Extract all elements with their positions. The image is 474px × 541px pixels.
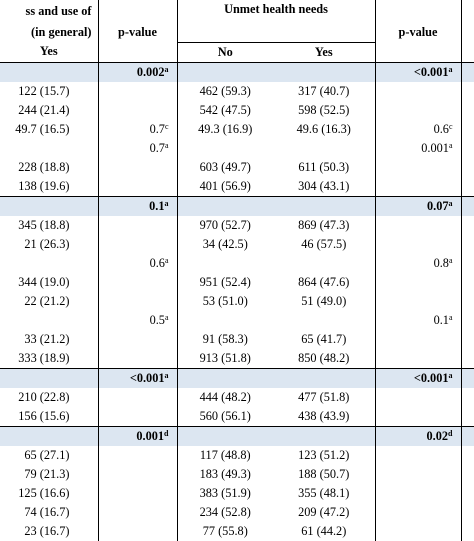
p-value-left-cell [98, 426, 177, 446]
p-value-left-cell [98, 273, 177, 292]
edge-cell [461, 484, 474, 503]
table-row [0, 311, 474, 330]
unmet-no-cell-text: 913 (51.8) [199, 350, 251, 365]
p-value-left-cell [98, 292, 177, 311]
p-value-right-cell [375, 330, 461, 349]
edge-cell [461, 465, 474, 484]
p-value-right-cell-text: 0.1 [433, 312, 449, 327]
table-row [0, 407, 474, 427]
table-row [0, 158, 474, 177]
table-row [0, 446, 474, 465]
unmet-no-cell [177, 407, 273, 427]
unmet-no-cell-text: 444 (48.2) [199, 389, 251, 404]
table-row [0, 216, 474, 235]
unmet-no-cell [177, 446, 273, 465]
unmet-yes-cell [273, 82, 375, 101]
p-value-right-cell [375, 101, 461, 120]
unmet-no-cell-text: 951 (52.4) [199, 274, 251, 289]
edge-cell [461, 196, 474, 216]
p-value-right-cell [375, 368, 461, 388]
p-value-left-cell [98, 388, 177, 407]
access-yes-cell-text: 156 (15.6) [18, 408, 70, 423]
p-value-right-cell [375, 503, 461, 522]
p-value-right-cell [375, 139, 461, 158]
table-row [0, 82, 474, 101]
unmet-yes-cell-text: 188 (50.7) [298, 466, 350, 481]
edge-cell [461, 62, 474, 82]
p-value-left-cell-text: 0.6 [149, 255, 165, 270]
p-value-left-cell-text: 0.7 [149, 140, 165, 155]
access-yes-cell [0, 522, 98, 541]
p-value-left-cell [98, 465, 177, 484]
table-row [0, 196, 474, 216]
edge-cell [461, 503, 474, 522]
footnote-marker: c [448, 121, 453, 131]
p-value-left-cell [98, 311, 177, 330]
access-header-line1: ss and use of [0, 0, 98, 22]
footnote-marker: a [164, 140, 169, 150]
p-value-right-cell [375, 522, 461, 541]
footnote-marker: a [448, 198, 453, 208]
footnote-marker: a [448, 140, 453, 150]
p-value-right-cell [375, 388, 461, 407]
edge-cell [461, 407, 474, 427]
unmet-yes-cell-text: 355 (48.1) [298, 485, 350, 500]
unmet-no-cell [177, 388, 273, 407]
access-yes-cell-text: 122 (15.7) [18, 83, 70, 98]
p-value-left-cell-text: <0.001 [129, 370, 165, 385]
table-row [0, 120, 474, 139]
unmet-no-cell [177, 292, 273, 311]
access-yes-cell-text: 74 (16.7) [24, 504, 70, 519]
edge-cell [461, 311, 474, 330]
p-value-left-cell [98, 349, 177, 369]
p-value-right-label: p-value [398, 25, 438, 39]
unmet-no-cell [177, 465, 273, 484]
unmet-yes-cell-text: 864 (47.6) [298, 274, 350, 289]
unmet-yes-cell [273, 120, 375, 139]
p-value-right-cell-text: 0.6 [433, 121, 449, 136]
unmet-yes-cell [273, 254, 375, 273]
unmet-no-cell [177, 158, 273, 177]
p-value-right-cell [375, 177, 461, 197]
p-value-left-cell [98, 330, 177, 349]
p-value-right-cell [375, 120, 461, 139]
edge-cell [461, 0, 474, 22]
edge-cell [461, 101, 474, 120]
access-yes-cell-text: 244 (21.4) [18, 102, 70, 117]
table-row [0, 388, 474, 407]
access-yes-cell-text: 21 (26.3) [24, 236, 70, 251]
edge-cell [461, 426, 474, 446]
p-value-right-cell [375, 465, 461, 484]
access-yes-cell [0, 330, 98, 349]
access-yes-cell-text: 79 (21.3) [24, 466, 70, 481]
unmet-no-cell [177, 426, 273, 446]
unmet-no-cell-text: 970 (52.7) [199, 217, 251, 232]
table-row [0, 330, 474, 349]
table-row [0, 273, 474, 292]
unmet-yes-cell [273, 522, 375, 541]
edge-cell [461, 235, 474, 254]
access-yes-cell-text: 138 (19.6) [18, 178, 70, 193]
unmet-no-cell-text: 34 (42.5) [202, 236, 248, 251]
p-value-right-cell [375, 196, 461, 216]
access-yes-cell [0, 426, 98, 446]
access-yes-cell-text: 33 (21.2) [24, 331, 70, 346]
p-value-right-cell [375, 62, 461, 82]
unmet-no-cell [177, 139, 273, 158]
p-value-left-cell-text: 0.5 [149, 312, 165, 327]
p-value-left-cell [98, 82, 177, 101]
unmet-no-cell-text: 183 (49.3) [199, 466, 251, 481]
unmet-yes-cell-text: 46 (57.5) [301, 236, 347, 251]
access-yes-cell-text: 333 (18.9) [18, 350, 70, 365]
table-row [0, 235, 474, 254]
p-value-left-cell-text: 0.001 [136, 428, 165, 443]
unmet-yes-cell-text: 304 (43.1) [298, 178, 350, 193]
edge-cell [461, 177, 474, 197]
unmet-yes-cell-text: 49.6 (16.3) [296, 121, 351, 136]
access-yes-cell [0, 82, 98, 101]
edge-cell [461, 120, 474, 139]
p-value-right-cell-text: 0.8 [433, 255, 449, 270]
p-value-left-cell [98, 120, 177, 139]
p-value-right-cell [375, 235, 461, 254]
unmet-yes-cell-text: 317 (40.7) [298, 83, 350, 98]
unmet-no-cell-text: 53 (51.0) [202, 293, 248, 308]
p-value-right-cell [375, 158, 461, 177]
header-spacer-4 [375, 42, 461, 62]
unmet-yes-cell-text: 611 (50.3) [298, 159, 350, 174]
unmet-yes-cell-text: 438 (43.9) [298, 408, 350, 423]
access-yes-cell [0, 407, 98, 427]
unmet-yes-cell [273, 388, 375, 407]
unmet-yes-cell [273, 484, 375, 503]
unmet-no-cell [177, 349, 273, 369]
p-value-right-cell [375, 254, 461, 273]
table-row [0, 292, 474, 311]
p-value-left-cell-text: 0.7 [149, 121, 165, 136]
access-yes-cell-text: 125 (16.6) [18, 485, 70, 500]
access-yes-cell [0, 465, 98, 484]
p-value-right-cell [375, 216, 461, 235]
unmet-yes-cell-text: 598 (52.5) [298, 102, 350, 117]
unmet-no-cell-text: 49.3 (16.9) [198, 121, 253, 136]
unmet-no-cell-text: 603 (49.7) [199, 159, 251, 174]
unmet-yes-cell [273, 216, 375, 235]
unmet-yes-cell [273, 407, 375, 427]
p-value-right-cell-text: <0.001 [413, 370, 449, 385]
footnote-marker: a [448, 312, 453, 322]
unmet-yes-cell-text: 209 (47.2) [298, 504, 350, 519]
unmet-yes-cell [273, 368, 375, 388]
table-row [0, 484, 474, 503]
unmet-yes-cell-text: 65 (41.7) [301, 331, 347, 346]
edge-cell [461, 368, 474, 388]
p-value-left-cell [98, 235, 177, 254]
edge-cell [461, 446, 474, 465]
footnote-marker: a [448, 370, 453, 380]
access-yes-cell [0, 388, 98, 407]
footnote-marker: a [448, 255, 453, 265]
access-yes-cell [0, 503, 98, 522]
unmet-yes-cell [273, 311, 375, 330]
p-value-left-cell [98, 177, 177, 197]
p-value-left-cell [98, 196, 177, 216]
access-yes-cell [0, 158, 98, 177]
access-yes-cell-text: 23 (16.7) [24, 523, 70, 538]
footnote-marker: a [164, 64, 169, 74]
p-value-right-cell-text: 0.07 [426, 198, 449, 213]
table-row [0, 177, 474, 197]
unmet-no-cell [177, 484, 273, 503]
footnote-marker: d [448, 428, 453, 438]
p-value-right-cell [375, 311, 461, 330]
p-value-left-cell [98, 446, 177, 465]
unmet-yes-cell [273, 292, 375, 311]
unmet-yes-cell-text: 123 (51.2) [298, 447, 350, 462]
unmet-yes-cell [273, 101, 375, 120]
table-row [0, 62, 474, 82]
unmet-yes-cell [273, 446, 375, 465]
access-yes-cell [0, 196, 98, 216]
edge-cell [461, 158, 474, 177]
unmet-no-cell [177, 216, 273, 235]
unmet-no-cell [177, 254, 273, 273]
unmet-no-cell [177, 196, 273, 216]
p-value-left-cell [98, 368, 177, 388]
edge-cell [461, 388, 474, 407]
table-row [0, 254, 474, 273]
unmet-no-cell-text: 91 (58.3) [202, 331, 248, 346]
p-value-right-cell [375, 273, 461, 292]
unmet-no-cell [177, 522, 273, 541]
unmet-yes-cell [273, 235, 375, 254]
header-spacer-3 [98, 42, 177, 62]
footnote-marker: a [164, 255, 169, 265]
unmet-no-cell [177, 368, 273, 388]
p-value-right-cell-text: 0.001 [421, 140, 449, 155]
p-value-left-cell [98, 139, 177, 158]
unmet-no-cell [177, 62, 273, 82]
edge-cell [461, 273, 474, 292]
access-yes-cell [0, 120, 98, 139]
unmet-no-cell [177, 120, 273, 139]
access-yes-cell-text: 49.7 (16.5) [15, 121, 70, 136]
unmet-no-cell [177, 82, 273, 101]
header-spacer-2 [273, 22, 375, 42]
access-yes-cell-text: 65 (27.1) [24, 447, 70, 462]
footnote-marker: a [164, 370, 169, 380]
table-row [0, 349, 474, 369]
unmet-yes-cell [273, 139, 375, 158]
p-value-left-cell [98, 62, 177, 82]
footnote-marker: c [164, 121, 169, 131]
access-yes-cell [0, 62, 98, 82]
access-yes-cell [0, 484, 98, 503]
unmet-yes-cell [273, 196, 375, 216]
unmet-yes-cell [273, 349, 375, 369]
unmet-no-cell-text: 117 (48.8) [199, 447, 251, 462]
unmet-no-cell-text: 401 (56.9) [199, 178, 251, 193]
p-value-left-cell [98, 522, 177, 541]
edge-cell [461, 22, 474, 42]
p-value-right-header [375, 0, 461, 42]
p-value-left-cell [98, 254, 177, 273]
footnote-marker: a [164, 198, 169, 208]
edge-cell [461, 82, 474, 101]
unmet-yes-cell-text: 850 (48.2) [298, 350, 350, 365]
unmet-yes-cell [273, 503, 375, 522]
access-yes-cell-text: 228 (18.8) [18, 159, 70, 174]
no-header: No [177, 42, 273, 62]
table-row [0, 503, 474, 522]
unmet-no-cell-text: 542 (47.5) [199, 102, 251, 117]
p-value-right-cell [375, 407, 461, 427]
edge-cell [461, 522, 474, 541]
footnote-marker: a [448, 64, 453, 74]
unmet-no-cell-text: 560 (56.1) [199, 408, 251, 423]
access-yes-cell [0, 216, 98, 235]
yes-right-header: Yes [273, 42, 375, 62]
p-value-left-cell [98, 503, 177, 522]
access-yes-cell [0, 273, 98, 292]
p-value-left-cell [98, 216, 177, 235]
access-yes-cell [0, 139, 98, 158]
footnote-marker: d [164, 428, 169, 438]
p-value-right-cell [375, 484, 461, 503]
access-yes-cell-text: 22 (21.2) [24, 293, 70, 308]
unmet-yes-cell [273, 426, 375, 446]
table-row [0, 101, 474, 120]
edge-cell [461, 216, 474, 235]
unmet-yes-cell-text: 869 (47.3) [298, 217, 350, 232]
p-value-right-cell [375, 426, 461, 446]
unmet-yes-cell-text: 477 (51.8) [298, 389, 350, 404]
p-value-left-label: p-value [118, 25, 157, 39]
table-row [0, 368, 474, 388]
access-yes-cell-text: 345 (18.8) [18, 217, 70, 232]
p-value-left-cell [98, 101, 177, 120]
footnote-marker: a [164, 312, 169, 322]
table-row [0, 522, 474, 541]
access-yes-cell [0, 368, 98, 388]
unmet-no-cell [177, 311, 273, 330]
edge-cell [461, 139, 474, 158]
table-row [0, 465, 474, 484]
table-row [0, 139, 474, 158]
unmet-no-cell-text: 462 (59.3) [199, 83, 251, 98]
unmet-yes-cell [273, 62, 375, 82]
edge-cell [461, 292, 474, 311]
p-value-left-cell [98, 484, 177, 503]
unmet-yes-cell-text: 61 (44.2) [301, 523, 347, 538]
p-value-left-cell [98, 407, 177, 427]
p-value-right-cell [375, 349, 461, 369]
access-header-line2: (in general) [0, 22, 98, 42]
unmet-no-cell [177, 330, 273, 349]
p-value-left-header [98, 0, 177, 42]
access-yes-cell [0, 292, 98, 311]
access-yes-cell [0, 349, 98, 369]
unmet-yes-cell [273, 330, 375, 349]
unmet-needs-header: Unmet health needs [177, 0, 375, 22]
p-value-right-cell-text: 0.02 [426, 428, 449, 443]
edge-cell [461, 330, 474, 349]
edge-cell [461, 254, 474, 273]
unmet-no-cell [177, 503, 273, 522]
unmet-no-cell [177, 235, 273, 254]
p-value-right-cell [375, 292, 461, 311]
access-yes-cell [0, 254, 98, 273]
unmet-yes-cell [273, 465, 375, 484]
p-value-left-cell [98, 158, 177, 177]
unmet-no-cell [177, 273, 273, 292]
p-value-right-cell-text: <0.001 [413, 64, 449, 79]
access-yes-cell [0, 311, 98, 330]
access-yes-cell [0, 235, 98, 254]
table-header [0, 0, 474, 62]
table-row [0, 426, 474, 446]
p-value-right-cell [375, 446, 461, 465]
unmet-yes-cell [273, 273, 375, 292]
edge-cell [461, 349, 474, 369]
access-yes-cell-text: 210 (22.8) [18, 389, 70, 404]
unmet-no-cell-text: 234 (52.8) [199, 504, 251, 519]
access-yes-cell [0, 446, 98, 465]
header-spacer [177, 22, 273, 42]
unmet-yes-cell-text: 51 (49.0) [301, 293, 347, 308]
access-yes-cell [0, 177, 98, 197]
p-value-right-cell [375, 82, 461, 101]
p-value-left-cell-text: 0.002 [136, 64, 165, 79]
p-value-left-cell-text: 0.1 [149, 198, 165, 213]
access-yes-cell [0, 101, 98, 120]
unmet-yes-cell [273, 158, 375, 177]
unmet-yes-cell [273, 177, 375, 197]
edge-cell [461, 42, 474, 62]
unmet-no-cell [177, 177, 273, 197]
yes-left-header: Yes [0, 42, 98, 62]
access-yes-cell-text: 344 (19.0) [18, 274, 70, 289]
unmet-no-cell-text: 383 (51.9) [199, 485, 251, 500]
unmet-no-cell [177, 101, 273, 120]
table-body [0, 62, 474, 541]
unmet-no-cell-text: 77 (55.8) [202, 523, 248, 538]
